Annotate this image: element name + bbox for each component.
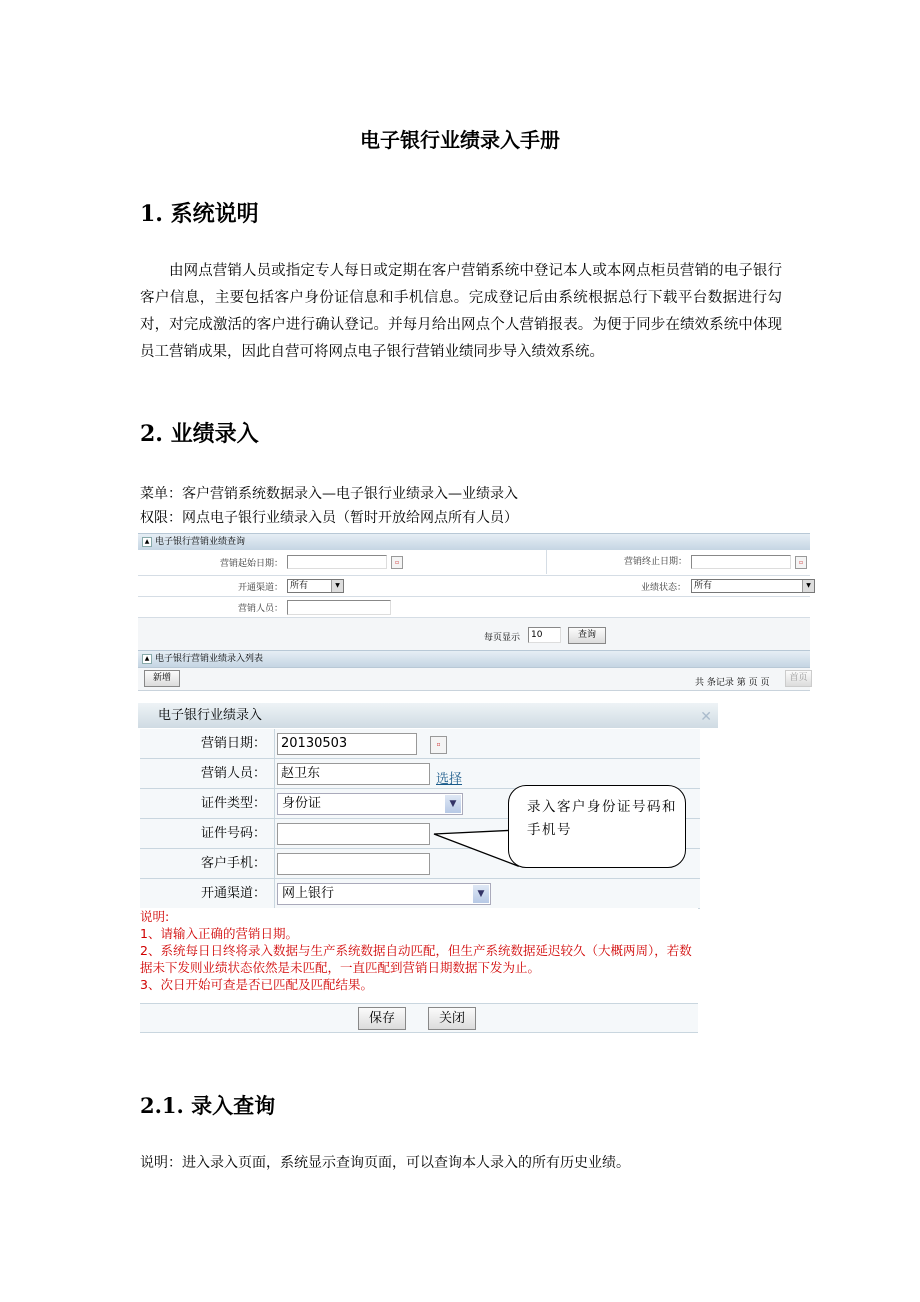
pager-text: 共 条记录 第 页 页 — [695, 678, 770, 688]
dropdown-icon: ▼ — [802, 580, 814, 592]
dropdown-icon: ▼ — [331, 580, 343, 592]
date-label: 营销日期： — [140, 729, 275, 758]
callout-pointer — [400, 820, 520, 870]
menu-path: 菜单：客户营销系统数据录入—电子银行业绩录入—业绩录入 — [140, 486, 518, 502]
staff-label: 营销人员： — [140, 759, 275, 788]
note-item: 2、系统每日日终将录入数据与生产系统数据自动匹配，但生产系统数据延迟较久（大概两周），若数据未下发则业绩状态依然是未匹配，一直匹配到营销日期数据下发为止。 — [140, 943, 692, 975]
collapse-icon[interactable]: ▲ — [142, 654, 152, 664]
per-page-input[interactable]: 10 — [528, 627, 561, 643]
add-button[interactable]: 新增 — [144, 670, 180, 687]
per-page-label: 每页显示 — [484, 633, 521, 643]
first-page-button[interactable]: 首页 — [785, 670, 812, 687]
section-1-heading: 1. 系统说明 — [140, 201, 259, 227]
channel-select[interactable] — [287, 579, 344, 593]
list-panel-header[interactable] — [138, 650, 810, 668]
save-button[interactable]: 保存 — [358, 1007, 406, 1030]
section-1-paragraph: 由网点营销人员或指定专人每日或定期在客户营销系统中登记本人或本网点柜员营销的电子银行客户信息，主要包括客户身份证信息和手机信息。完成登记后由系统根据总行下载平台数据进行勾对，对完成激活的客户进行确认登记。并每月给出网点个人营销报表。为便于同步在绩效系统中体现员工营销成果，因此自营可将网点电子银行营销业绩同步导入绩效系统。 — [140, 263, 782, 360]
collapse-icon[interactable]: ▲ — [142, 537, 152, 547]
staff-input[interactable] — [287, 600, 391, 615]
button-row — [140, 1004, 698, 1033]
document-title: 电子银行业绩录入手册 — [360, 128, 560, 152]
dialog-title-bar — [138, 703, 718, 728]
channel-value: 网上银行 — [282, 886, 335, 901]
choose-link[interactable]: 选择 — [436, 772, 463, 787]
close-button[interactable]: 关闭 — [428, 1007, 476, 1030]
query-button[interactable]: 查询 — [568, 627, 606, 644]
callout-bubble: 录入客户身份证号码和手机号 — [508, 785, 686, 868]
phone-label: 客户手机： — [140, 849, 275, 878]
query-screenshot — [138, 533, 810, 691]
query-panel-header[interactable] — [138, 533, 810, 551]
note-item: 3、次日开始可查是否已匹配及匹配结果。 — [140, 977, 373, 992]
end-date-input[interactable] — [691, 555, 791, 569]
notes — [140, 908, 698, 1004]
calendar-icon[interactable]: ▫ — [430, 736, 447, 754]
end-date-label: 营销终止日期： — [546, 550, 687, 574]
chevron-down-icon: ▼ — [473, 885, 489, 903]
date-input[interactable]: 20130503 — [277, 733, 417, 755]
section-2-heading: 2. 业绩录入 — [140, 421, 259, 447]
idtype-value: 身份证 — [282, 796, 322, 811]
idno-label: 证件号码： — [140, 819, 275, 848]
status-value: 所有 — [694, 581, 713, 591]
channel-select[interactable] — [277, 883, 491, 905]
query-panel-title: 电子银行营销业绩查询 — [155, 537, 246, 547]
section-2-1-description: 说明：进入录入页面，系统显示查询页面，可以查询本人录入的所有历史业绩。 — [140, 1155, 630, 1171]
notes-heading: 说明: — [140, 909, 170, 924]
idtype-label: 证件类型： — [140, 789, 275, 818]
staff-label: 营销人员： — [237, 604, 283, 614]
list-panel-title: 电子银行营销业绩录入列表 — [155, 654, 264, 664]
status-select[interactable] — [691, 579, 815, 593]
start-date-label: 营销起始日期： — [219, 559, 283, 569]
chevron-down-icon: ▼ — [445, 795, 461, 813]
note-item: 1、请输入正确的营销日期。 — [140, 926, 298, 941]
permission-text: 权限：网点电子银行业绩录入员（暂时开放给网点所有人员） — [140, 510, 518, 526]
idtype-select[interactable] — [277, 793, 463, 815]
channel-value: 所有 — [290, 581, 309, 591]
channel-label: 开通渠道： — [140, 879, 275, 908]
calendar-icon[interactable]: ▫ — [391, 556, 403, 569]
start-date-input[interactable] — [287, 555, 387, 569]
calendar-icon[interactable]: ▫ — [795, 556, 807, 569]
section-2-1-heading: 2.1. 录入查询 — [140, 1093, 276, 1118]
close-icon[interactable]: ✕ — [700, 709, 712, 725]
channel-label: 开通渠道： — [237, 583, 283, 593]
staff-input[interactable]: 赵卫东 — [277, 763, 430, 785]
dialog-title: 电子银行业绩录入 — [158, 708, 263, 723]
status-label: 业绩状态： — [640, 583, 686, 593]
